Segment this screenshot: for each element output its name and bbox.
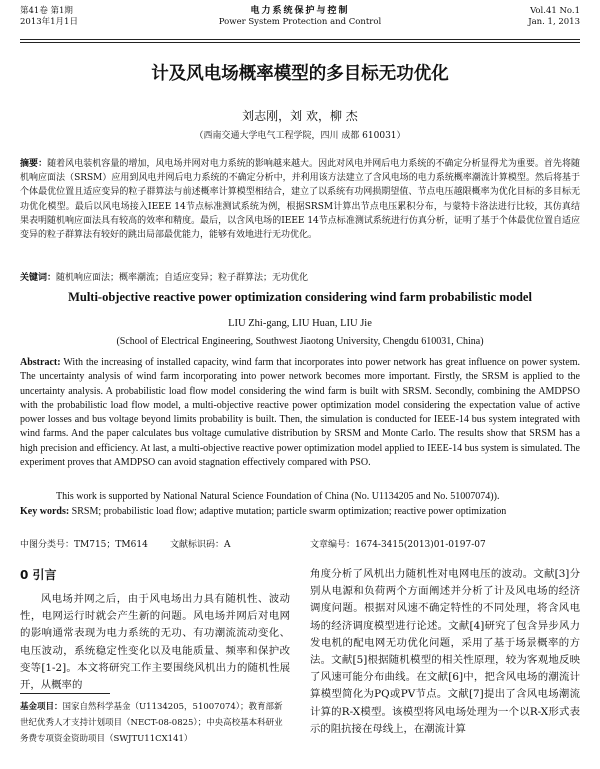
keywords-en-label: Key words: [20, 506, 70, 517]
article-id-value: 1674-3415(2013)01-0197-07 [355, 540, 486, 550]
body-column-right [310, 566, 580, 738]
abstract-en-label: Abstract: [20, 357, 61, 368]
keywords-cn [20, 270, 580, 283]
doc-code [170, 537, 231, 550]
article-id-label: 文章编号： [310, 540, 356, 550]
abstract-cn [20, 157, 580, 242]
abstract-en-text: With the increasing of installed capacity, wind farm that incorporates into power network has great influence on power system. The uncertainty analysis of wind farm incorporating into power network becomes more important. Firstly, the SRSM is applied to the uncertainty analysis. A probabilistic load flow model considering the wind farm is built with SRSM. Secondly, combining the AMDPSO with the probabilistic load flow model, a multi-objective reactive power optimization model considering the expectation value of active power losses and bus voltage beyond limits probability is built. Then, the simulation is conducted for IEEE-14 bus system integrated with wind farms. And the paper calculates bus voltage cumulative distribution by SRSM and Monte Carlo. The results show that SRSM has a high precision and efficiency. At last, a multi-objective reactive power optimization model applied to IEEE-14 bus system is simulated. The experiment proves that AMDPSO can avoid stagnation effectively compared with PSO. [20, 357, 580, 469]
footnote-rule [20, 693, 110, 694]
keywords-en [20, 506, 580, 517]
clc-value: TM715；TM614 [74, 540, 148, 550]
article-id [310, 537, 486, 550]
abstract-en [20, 356, 580, 470]
body-column-left [20, 566, 290, 694]
paper-title-cn: 计及风电场概率模型的多目标无功优化 [151, 64, 449, 84]
clc-number [20, 537, 148, 550]
date-en: Jan. 1, 2013 [528, 17, 580, 27]
doc-label: 文献标识码： [170, 540, 225, 550]
funding-statement-en: This work is supported by National Natural Science Foundation of China (No. U1134205 and No. 51007074)). [56, 491, 500, 502]
journal-header [20, 6, 580, 40]
volume-issue-en: Vol.41 No.1 [530, 6, 580, 16]
authors-en: LIU Zhi-gang, LIU Huan, LIU Jie [228, 318, 372, 329]
journal-name-cn: 电力系统保护与控制 [250, 6, 350, 16]
keywords-cn-label: 关键词： [20, 273, 57, 283]
volume-issue-cn: 第41卷 第1期 [20, 6, 73, 16]
abstract-cn-text: 随着风电装机容量的增加，风电场并网对电力系统的影响越来越大。因此对风电并网后电力系统的不确定分析显得尤为重要。首先将随机响应面法（SRSM）应用到风电并网后电力系统的不确定分析中，并利用该方法建立了含风电场的电力系统概率潮流计算模型。然后将基于个体最优位置且适应变异的粒子群算法与前述概率计算模型相结合，建立了以系统有功网损期望值、节点电压越限概率为优化目标的多目标无功优化模型。最后以风电场接入IEEE 14节点标准测试系统为例，根据SRSM计算出节点电压累积分布，与蒙特卡洛法进行比较，其仿真结果表明随机响应面法具有较高的效率和精度。最后，以含风电场的IEEE 14节点标准测试系统进行仿真分析，证明了基于个体最优位置自适应变异的粒子群算法有较好的跳出局部最优能力，能够有效地进行无功优化。 [20, 159, 580, 241]
affiliation-cn: （西南交通大学电气工程学院，四川 成都 610031） [194, 131, 406, 141]
abstract-cn-label: 摘要： [20, 159, 48, 169]
doc-value: A [224, 540, 231, 550]
keywords-cn-text: 随机响应面法；概率潮流；自适应变异；粒子群算法；无功优化 [56, 273, 309, 283]
journal-name-en: Power System Protection and Control [218, 17, 382, 27]
clc-label: 中图分类号： [20, 540, 75, 550]
header-rule-top [20, 39, 580, 40]
footnote-label: 基金项目： [20, 702, 63, 712]
introduction-paragraph-right: 角度分析了风机出力随机性对电网电压的波动。文献[3]分别从电源和负荷两个方面阐述并分析了计及风电场的经济调度问题。根据对风速不确定特性的不同处理，将含风电场的经济调度模型进行论述。文献[4]研究了包含异步风力发电机的配电网无功优化问题，采用了基于场景概率的方法。文献[5]根据随机模型的相关性原理，较为客观地反映了风速可能分布曲线。在文献[6]中，把含风电场的潮流计算模型简化为PQ或PV节点。文献[7]提出了含风电场潮流计算的R-X模型。该模型将风电场处理为一个以R-X形式表示的阻抗接在母线上，在潮流计算 [310, 568, 580, 735]
funding-footnote-cn [20, 699, 290, 747]
keywords-en-text: SRSM; probabilistic load flow; adaptive mutation; particle swarm optimization; reactive power optimization [71, 506, 507, 517]
introduction-paragraph-left: 风电场并网之后，由于风电场出力具有随机性、波动性，电网运行时就会产生新的问题。风电场并网后对电网的影响通常表现为电力系统的无功、有功潮流流动变化、电压波动，系统稳定性变化以及电能质量、频率和保护改变等[1-2]。本文将研究工作主要围绕风机出力的随机性展开，从概率的 [20, 593, 290, 692]
affiliation-en: (School of Electrical Engineering, Southwest Jiaotong University, Chengdu 610031, China) [116, 336, 484, 347]
paper-title-en: Multi-objective reactive power optimization considering wind farm probabilistic model [68, 290, 532, 304]
footnote-text: 国家自然科学基金（U1134205，51007074）；教育部新世纪优秀人才支持计划项目（NECT-08-0825）；中央高校基本科研业务费专项资金资助项目（SWJTU11CX141） [20, 702, 283, 744]
header-rule-bottom [20, 42, 580, 43]
authors-cn: 刘志刚，刘 欢，柳 杰 [242, 109, 358, 123]
date-cn: 2013年1月1日 [20, 17, 78, 27]
section-heading-introduction: 0 引言 [20, 568, 57, 582]
